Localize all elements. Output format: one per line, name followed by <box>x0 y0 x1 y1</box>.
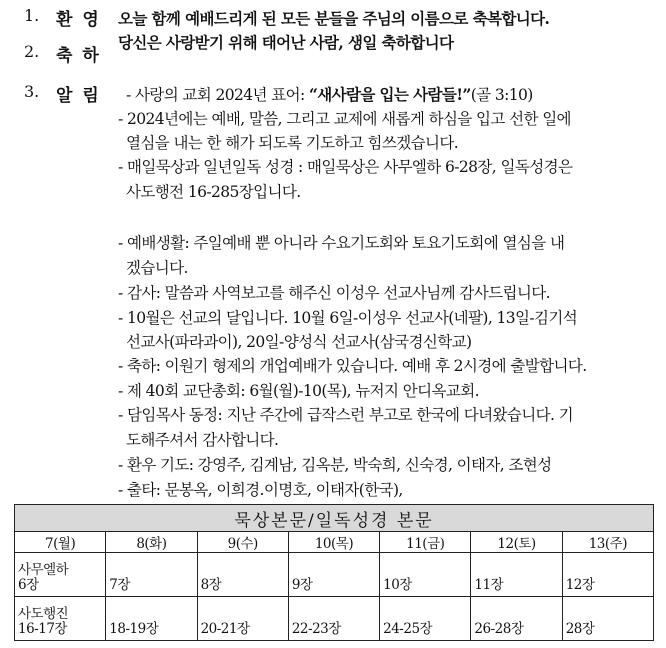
heading-announcements: 알 림 <box>56 86 101 106</box>
table-header-row <box>15 532 654 553</box>
announcement-line: - 10월은 선교의 달입니다. 10월 6일-이성우 선교사(네팔), 13일-김기석 <box>118 309 578 327</box>
book-name: 사무엘하 <box>18 562 69 578</box>
chapter-cell: 26-28장 <box>471 597 562 641</box>
day-header: 12(토) <box>471 532 562 553</box>
heading-welcome: 환 영 <box>56 10 101 30</box>
chapter-cell: 11장 <box>471 553 562 597</box>
announcement-line: 사도행전 16-285장입니다. <box>126 183 301 201</box>
announcement-line: 선교사(파라과이), 20일-양성식 선교사(삼국경신학교) <box>126 333 472 351</box>
welcome-text: 오늘 함께 예배드리게 된 모든 분들을 주님의 이름으로 축복합니다. <box>118 9 550 28</box>
chapter-cell: 12장 <box>562 553 653 597</box>
announcement-line: - 예배생활: 주일예배 뿐 아니라 수요기도회와 토요기도회에 열심을 내 <box>118 234 565 252</box>
day-header: 8(화) <box>106 532 197 553</box>
motto-reference: (골 3:10) <box>470 86 533 104</box>
item-number-2: 2. <box>24 42 40 61</box>
chapter-cell: 20-21장 <box>197 597 288 641</box>
birthday-text: 당신은 사랑받기 위해 태어난 사람, 생일 축하합니다 <box>118 33 454 52</box>
announcement-line: - 축하: 이원기 형제의 개업예배가 있습니다. 예배 후 2시경에 출발합니다. <box>118 357 587 375</box>
book-name: 사도행진 <box>18 606 69 622</box>
announcement-line: - 담임목사 동정: 지난 주간에 급작스런 부고로 한국에 다녀왔습니다. 기 <box>118 406 573 424</box>
announcement-line: - 환우 기도: 강영주, 김계남, 김옥분, 박숙희, 신숙경, 이태자, 조현성 <box>118 456 552 474</box>
announcement-line: 겠습니다. <box>126 259 188 277</box>
item-number-1: 1. <box>24 6 40 25</box>
chapter-cell: 7장 <box>106 553 197 597</box>
chapter-cell: 28장 <box>562 597 653 641</box>
book-cell <box>15 597 106 641</box>
book-chapter: 16-17장 <box>18 621 67 637</box>
chapter-cell: 8장 <box>197 553 288 597</box>
motto-quote: “새사람을 입는 사람들!” <box>308 85 471 104</box>
reading-schedule-table <box>14 504 654 641</box>
chapter-cell: 9장 <box>288 553 379 597</box>
announcement-line: - 2024년에는 예배, 말씀, 그리고 교제에 새롭게 하심을 입고 선한 일에 <box>118 110 571 128</box>
book-cell <box>15 553 106 597</box>
motto-prefix: - 사랑의 교회 2024년 표어: <box>126 86 309 104</box>
table-row <box>15 597 654 641</box>
chapter-cell: 18-19장 <box>106 597 197 641</box>
day-header: 13(주) <box>562 532 653 553</box>
table-title: 묵상본문/일독성경 본문 <box>15 505 654 532</box>
chapter-cell: 22-23장 <box>288 597 379 641</box>
day-header: 9(수) <box>197 532 288 553</box>
chapter-cell: 24-25장 <box>380 597 471 641</box>
day-header: 11(금) <box>380 532 471 553</box>
announcement-line: - 감사: 말씀과 사역보고를 해주신 이성우 선교사님께 감사드립니다. <box>118 284 550 302</box>
day-header: 7(월) <box>15 532 106 553</box>
day-header: 10(목) <box>288 532 379 553</box>
announcement-line: 열심을 내는 한 해가 되도록 기도하고 힘쓰겠습니다. <box>126 134 459 152</box>
heading-congrats: 축 하 <box>56 46 101 66</box>
book-chapter: 6장 <box>18 577 39 593</box>
table-row <box>15 553 654 597</box>
announcement-line: - 매일묵상과 일년일독 성경 : 매일묵상은 사무엘하 6-28장, 일독성경은 <box>118 158 573 176</box>
announcement-line: - 제 40회 교단총회: 6월(월)-10(목), 뉴저지 안디옥교회. <box>118 382 479 400</box>
chapter-cell: 10장 <box>380 553 471 597</box>
item-number-3: 3. <box>24 82 40 101</box>
church-motto <box>126 83 533 105</box>
announcement-line: - 출타: 문봉옥, 이희경.이명호, 이태자(한국), <box>118 481 403 499</box>
announcement-line: 도해주셔서 감사합니다. <box>126 431 279 449</box>
